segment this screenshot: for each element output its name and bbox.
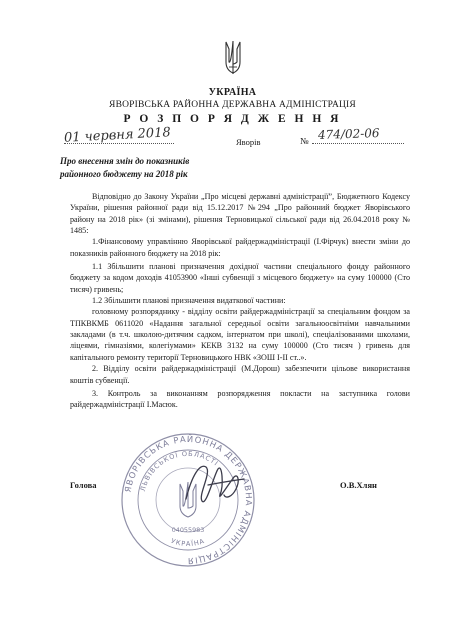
handwritten-signature <box>178 455 248 515</box>
paragraph-item-1-1: 1.1 Збільшити планові призначення дохідної частини спеціального фонду районного бюджету за кодом доходів 41053900 «Інші субвенції з місцевого бюджету» на суму 100000 (Сто тисяч) гривень; <box>70 262 410 294</box>
administration-heading: ЯВОРІВСЬКА РАЙОННА ДЕРЖАВНА АДМІНІСТРАЦІЯ <box>109 100 356 110</box>
number-sign: № <box>300 136 309 146</box>
coat-of-arms-icon <box>224 40 242 76</box>
svg-text:УКРАЇНА <box>170 537 206 548</box>
paragraph-item-1: 1.Фінансовому управлінню Яворівської райдержадміністрації (І.Фірчук) внести зміни до показників районного бюджету на 2018 рік: <box>70 237 410 258</box>
subject-line-2: районного бюджету на 2018 рік <box>60 168 188 179</box>
handwritten-date: 01 червня 2018 <box>63 125 172 146</box>
paragraph-item-1-2-detail: головному розпоряднику - відділу освіти райдержадміністрації за спеціальним фондом за ТПКВКМБ 0611020 «Надання загальної середньої освіти загальноосвітніми навчальними закладами (в т.ч. школою-дитячим садком, інтернатом при школі), спеціалізованими школами, ліцеями, гімназіями, колегіумами» КЕКВ 3132 на суму 100000 (Сто тисяч ) гривень для капітального ремонту території Терновицького НВК «ЗОШ І-ІІ ст..». <box>70 307 410 362</box>
document-type-heading: Р О З П О Р Я Д Ж Е Н Н Я <box>123 113 342 125</box>
place-label: Яворів <box>236 137 261 147</box>
handwritten-number: 474/02-06 <box>317 125 380 143</box>
signatory-name: О.В.Хлян <box>340 480 377 490</box>
document-body <box>70 191 410 411</box>
seal-code: 04055983 <box>171 526 205 534</box>
subject-heading <box>60 155 260 180</box>
country-heading: УКРАЇНА <box>208 87 257 98</box>
seal-outer-text: ЯВОРІВСЬКА РАЙОННА ДЕРЖАВНА АДМІНІСТРАЦІЯ <box>122 433 255 567</box>
date-underline <box>64 143 174 144</box>
subject-line-1: Про внесення змін до показників <box>60 156 190 166</box>
paragraph-item-1-2: 1.2 Збільшити планові призначення видаткової частини: <box>92 296 286 306</box>
signatory-role: Голова <box>70 480 97 490</box>
paragraph-item-2: 2. Відділу освіти райдержадміністрації (М.Дорош) забезпечити цільове використання коштів субвенції. <box>70 364 410 385</box>
seal-country-text: УКРАЇНА <box>169 536 207 549</box>
paragraph-item-3: 3. Контроль за виконанням розпорядження покласти на заступника голови райдержадміністрації І.Масюк. <box>70 388 410 410</box>
paragraph-preamble: Відповідно до Закону України „Про місцеві державні адміністрації”, Бюджетного Кодексу України, рішення районної ради від 15.12.2017 №294 „Про районний бюджет Яворівського району на 2018 рік» (зі змінами), рішення Терновицької сільської ради від 26.04.2018 року № 1485: <box>70 192 410 236</box>
number-underline <box>312 143 404 144</box>
seal-inner-text: ЛЬВІВСЬКОЇ ОБЛАСТІ <box>138 449 221 493</box>
